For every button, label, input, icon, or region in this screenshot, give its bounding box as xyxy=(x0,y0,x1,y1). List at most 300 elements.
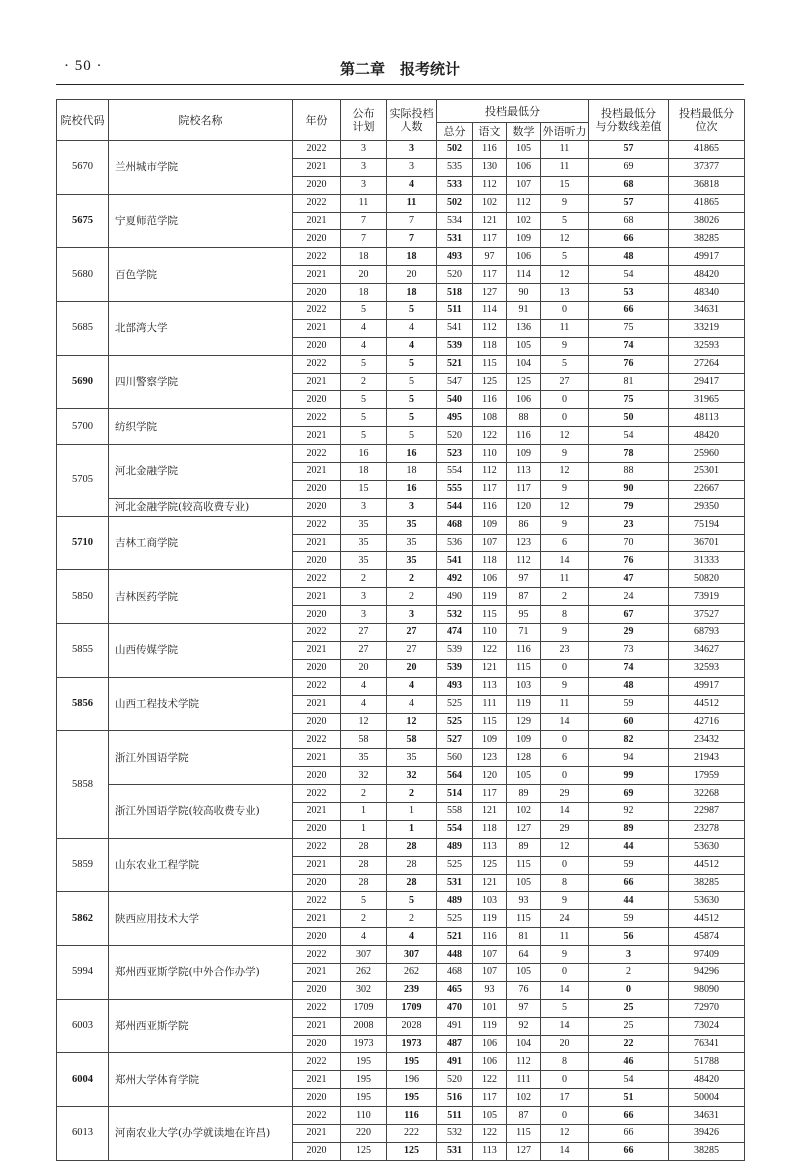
cell-foreign: 13 xyxy=(541,284,589,302)
cell-chinese: 106 xyxy=(473,570,507,588)
cell-math: 93 xyxy=(507,892,541,910)
table-row xyxy=(57,1107,745,1125)
cell-math: 116 xyxy=(507,427,541,445)
school-name: 河北金融学院 xyxy=(109,445,293,499)
cell-foreign: 9 xyxy=(541,677,589,695)
cell-rank: 50004 xyxy=(669,1089,745,1107)
cell-foreign: 12 xyxy=(541,463,589,481)
cell-plan: 58 xyxy=(341,731,387,749)
cell-diff: 78 xyxy=(589,445,669,463)
cell-foreign: 11 xyxy=(541,695,589,713)
cell-year: 2020 xyxy=(293,1142,341,1160)
cell-total: 534 xyxy=(437,212,473,230)
header-diff: 投档最低分 与分数线差值 xyxy=(589,100,669,141)
cell-diff: 44 xyxy=(589,838,669,856)
cell-admitted: 196 xyxy=(387,1071,437,1089)
cell-year: 2020 xyxy=(293,820,341,838)
cell-rank: 53630 xyxy=(669,892,745,910)
cell-chinese: 121 xyxy=(473,212,507,230)
cell-chinese: 121 xyxy=(473,874,507,892)
cell-year: 2022 xyxy=(293,1053,341,1071)
cell-rank: 72970 xyxy=(669,999,745,1017)
cell-rank: 23432 xyxy=(669,731,745,749)
cell-rank: 21943 xyxy=(669,749,745,767)
cell-chinese: 116 xyxy=(473,391,507,409)
cell-foreign: 2 xyxy=(541,588,589,606)
cell-foreign: 12 xyxy=(541,1124,589,1142)
cell-admitted: 35 xyxy=(387,552,437,570)
header-math: 数学 xyxy=(507,123,541,141)
cell-total: 541 xyxy=(437,319,473,337)
cell-rank: 32268 xyxy=(669,785,745,803)
cell-plan: 110 xyxy=(341,1107,387,1125)
school-name: 纺织学院 xyxy=(109,409,293,445)
cell-total: 470 xyxy=(437,999,473,1017)
table-row xyxy=(57,516,745,534)
cell-admitted: 3 xyxy=(387,141,437,159)
cell-foreign: 12 xyxy=(541,266,589,284)
cell-admitted: 4 xyxy=(387,677,437,695)
table-row xyxy=(57,731,745,749)
cell-math: 113 xyxy=(507,463,541,481)
cell-admitted: 35 xyxy=(387,534,437,552)
cell-plan: 1 xyxy=(341,802,387,820)
cell-plan: 5 xyxy=(341,427,387,445)
cell-total: 532 xyxy=(437,606,473,624)
cell-rank: 44512 xyxy=(669,856,745,874)
cell-rank: 34631 xyxy=(669,302,745,320)
school-name: 郑州西亚斯学院(中外合作办学) xyxy=(109,946,293,1000)
cell-foreign: 14 xyxy=(541,552,589,570)
cell-rank: 45874 xyxy=(669,928,745,946)
cell-admitted: 307 xyxy=(387,946,437,964)
cell-plan: 16 xyxy=(341,445,387,463)
cell-math: 129 xyxy=(507,713,541,731)
cell-plan: 20 xyxy=(341,659,387,677)
cell-plan: 5 xyxy=(341,355,387,373)
cell-year: 2020 xyxy=(293,552,341,570)
cell-math: 120 xyxy=(507,498,541,516)
cell-chinese: 107 xyxy=(473,963,507,981)
cell-diff: 23 xyxy=(589,516,669,534)
cell-total: 495 xyxy=(437,409,473,427)
cell-chinese: 114 xyxy=(473,302,507,320)
cell-rank: 48420 xyxy=(669,1071,745,1089)
cell-foreign: 11 xyxy=(541,928,589,946)
cell-total: 516 xyxy=(437,1089,473,1107)
cell-total: 493 xyxy=(437,677,473,695)
cell-diff: 79 xyxy=(589,498,669,516)
cell-total: 523 xyxy=(437,445,473,463)
header-min-score-group: 投档最低分 xyxy=(437,100,589,123)
cell-math: 128 xyxy=(507,749,541,767)
cell-chinese: 118 xyxy=(473,337,507,355)
table-row xyxy=(57,838,745,856)
cell-plan: 3 xyxy=(341,606,387,624)
cell-admitted: 7 xyxy=(387,212,437,230)
cell-diff: 76 xyxy=(589,355,669,373)
table-body xyxy=(57,141,745,1161)
cell-math: 89 xyxy=(507,785,541,803)
cell-plan: 5 xyxy=(341,302,387,320)
cell-foreign: 9 xyxy=(541,480,589,498)
cell-year: 2022 xyxy=(293,409,341,427)
cell-math: 87 xyxy=(507,588,541,606)
cell-math: 106 xyxy=(507,158,541,176)
cell-year: 2020 xyxy=(293,928,341,946)
cell-rank: 39426 xyxy=(669,1124,745,1142)
school-name: 吉林医药学院 xyxy=(109,570,293,624)
cell-admitted: 5 xyxy=(387,427,437,445)
cell-math: 97 xyxy=(507,570,541,588)
cell-foreign: 9 xyxy=(541,624,589,642)
cell-year: 2020 xyxy=(293,230,341,248)
cell-admitted: 16 xyxy=(387,480,437,498)
cell-math: 90 xyxy=(507,284,541,302)
cell-admitted: 35 xyxy=(387,516,437,534)
cell-math: 86 xyxy=(507,516,541,534)
cell-diff: 81 xyxy=(589,373,669,391)
cell-plan: 1 xyxy=(341,820,387,838)
cell-admitted: 195 xyxy=(387,1089,437,1107)
cell-foreign: 9 xyxy=(541,445,589,463)
cell-total: 520 xyxy=(437,1071,473,1089)
cell-plan: 195 xyxy=(341,1089,387,1107)
cell-chinese: 113 xyxy=(473,1142,507,1160)
cell-rank: 37377 xyxy=(669,158,745,176)
cell-math: 109 xyxy=(507,230,541,248)
cell-year: 2021 xyxy=(293,910,341,928)
cell-year: 2022 xyxy=(293,248,341,266)
cell-plan: 2008 xyxy=(341,1017,387,1035)
cell-admitted: 32 xyxy=(387,767,437,785)
cell-math: 95 xyxy=(507,606,541,624)
cell-math: 103 xyxy=(507,677,541,695)
cell-plan: 28 xyxy=(341,838,387,856)
cell-chinese: 112 xyxy=(473,319,507,337)
cell-plan: 20 xyxy=(341,266,387,284)
cell-diff: 46 xyxy=(589,1053,669,1071)
cell-diff: 56 xyxy=(589,928,669,946)
cell-rank: 23278 xyxy=(669,820,745,838)
cell-admitted: 125 xyxy=(387,1142,437,1160)
cell-year: 2022 xyxy=(293,731,341,749)
cell-chinese: 130 xyxy=(473,158,507,176)
school-name: 河南农业大学(办学就读地在许昌) xyxy=(109,1107,293,1161)
cell-math: 112 xyxy=(507,1053,541,1071)
cell-total: 540 xyxy=(437,391,473,409)
cell-plan: 2 xyxy=(341,785,387,803)
cell-foreign: 24 xyxy=(541,910,589,928)
cell-chinese: 121 xyxy=(473,802,507,820)
cell-total: 531 xyxy=(437,1142,473,1160)
cell-year: 2021 xyxy=(293,588,341,606)
cell-plan: 27 xyxy=(341,641,387,659)
cell-math: 97 xyxy=(507,999,541,1017)
cell-plan: 195 xyxy=(341,1071,387,1089)
cell-foreign: 12 xyxy=(541,230,589,248)
cell-year: 2020 xyxy=(293,1035,341,1053)
cell-admitted: 3 xyxy=(387,158,437,176)
cell-foreign: 0 xyxy=(541,1107,589,1125)
cell-plan: 32 xyxy=(341,767,387,785)
cell-admitted: 35 xyxy=(387,749,437,767)
cell-plan: 4 xyxy=(341,677,387,695)
cell-rank: 31333 xyxy=(669,552,745,570)
cell-diff: 2 xyxy=(589,963,669,981)
cell-year: 2022 xyxy=(293,838,341,856)
cell-rank: 44512 xyxy=(669,695,745,713)
cell-diff: 66 xyxy=(589,1107,669,1125)
cell-foreign: 0 xyxy=(541,856,589,874)
cell-chinese: 119 xyxy=(473,1017,507,1035)
cell-math: 64 xyxy=(507,946,541,964)
cell-rank: 41865 xyxy=(669,194,745,212)
cell-total: 489 xyxy=(437,838,473,856)
cell-admitted: 4 xyxy=(387,695,437,713)
cell-admitted: 1 xyxy=(387,820,437,838)
cell-year: 2022 xyxy=(293,445,341,463)
table-row xyxy=(57,248,745,266)
cell-math: 81 xyxy=(507,928,541,946)
school-name: 陕西应用技术大学 xyxy=(109,892,293,946)
cell-rank: 34631 xyxy=(669,1107,745,1125)
cell-chinese: 106 xyxy=(473,1053,507,1071)
cell-chinese: 122 xyxy=(473,641,507,659)
cell-total: 539 xyxy=(437,337,473,355)
cell-total: 532 xyxy=(437,1124,473,1142)
header-code: 院校代码 xyxy=(57,100,109,141)
cell-admitted: 3 xyxy=(387,606,437,624)
cell-rank: 44512 xyxy=(669,910,745,928)
school-code: 6004 xyxy=(57,1053,109,1107)
cell-rank: 49917 xyxy=(669,248,745,266)
cell-plan: 18 xyxy=(341,463,387,481)
cell-chinese: 107 xyxy=(473,946,507,964)
cell-chinese: 111 xyxy=(473,695,507,713)
cell-total: 525 xyxy=(437,713,473,731)
cell-plan: 28 xyxy=(341,874,387,892)
cell-foreign: 0 xyxy=(541,409,589,427)
cell-rank: 22987 xyxy=(669,802,745,820)
cell-math: 127 xyxy=(507,820,541,838)
header-foreign: 外语听力 xyxy=(541,123,589,141)
cell-rank: 34627 xyxy=(669,641,745,659)
cell-diff: 59 xyxy=(589,695,669,713)
cell-diff: 67 xyxy=(589,606,669,624)
cell-diff: 25 xyxy=(589,1017,669,1035)
cell-plan: 5 xyxy=(341,391,387,409)
cell-total: 539 xyxy=(437,641,473,659)
table-row xyxy=(57,570,745,588)
cell-plan: 1973 xyxy=(341,1035,387,1053)
cell-foreign: 5 xyxy=(541,248,589,266)
cell-math: 76 xyxy=(507,981,541,999)
cell-diff: 54 xyxy=(589,427,669,445)
cell-admitted: 2 xyxy=(387,570,437,588)
cell-total: 564 xyxy=(437,767,473,785)
school-name: 宁夏师范学院 xyxy=(109,194,293,248)
cell-foreign: 14 xyxy=(541,981,589,999)
cell-plan: 1709 xyxy=(341,999,387,1017)
cell-plan: 3 xyxy=(341,141,387,159)
cell-foreign: 8 xyxy=(541,1053,589,1071)
cell-plan: 220 xyxy=(341,1124,387,1142)
cell-chinese: 120 xyxy=(473,767,507,785)
school-code: 5675 xyxy=(57,194,109,248)
cell-math: 105 xyxy=(507,767,541,785)
cell-chinese: 119 xyxy=(473,910,507,928)
table-row xyxy=(57,409,745,427)
cell-year: 2022 xyxy=(293,785,341,803)
cell-math: 115 xyxy=(507,856,541,874)
header-plan: 公布 计划 xyxy=(341,100,387,141)
school-name: 百色学院 xyxy=(109,248,293,302)
cell-chinese: 117 xyxy=(473,785,507,803)
cell-plan: 7 xyxy=(341,212,387,230)
cell-math: 106 xyxy=(507,391,541,409)
admission-stats-table xyxy=(56,99,745,1161)
cell-admitted: 16 xyxy=(387,445,437,463)
cell-year: 2020 xyxy=(293,391,341,409)
cell-chinese: 121 xyxy=(473,659,507,677)
cell-diff: 57 xyxy=(589,194,669,212)
cell-math: 105 xyxy=(507,963,541,981)
cell-year: 2021 xyxy=(293,266,341,284)
cell-chinese: 117 xyxy=(473,266,507,284)
cell-chinese: 119 xyxy=(473,588,507,606)
cell-total: 531 xyxy=(437,874,473,892)
cell-diff: 75 xyxy=(589,319,669,337)
cell-admitted: 2 xyxy=(387,588,437,606)
cell-foreign: 9 xyxy=(541,194,589,212)
cell-foreign: 23 xyxy=(541,641,589,659)
cell-year: 2021 xyxy=(293,963,341,981)
cell-rank: 29417 xyxy=(669,373,745,391)
school-name: 四川警察学院 xyxy=(109,355,293,409)
cell-chinese: 109 xyxy=(473,516,507,534)
cell-foreign: 9 xyxy=(541,516,589,534)
cell-rank: 27264 xyxy=(669,355,745,373)
cell-foreign: 5 xyxy=(541,212,589,230)
cell-year: 2021 xyxy=(293,373,341,391)
cell-total: 489 xyxy=(437,892,473,910)
cell-total: 511 xyxy=(437,1107,473,1125)
cell-total: 521 xyxy=(437,355,473,373)
cell-year: 2022 xyxy=(293,302,341,320)
cell-diff: 69 xyxy=(589,158,669,176)
school-name: 河北金融学院(较高收费专业) xyxy=(109,498,293,516)
cell-diff: 50 xyxy=(589,409,669,427)
cell-rank: 38026 xyxy=(669,212,745,230)
cell-total: 555 xyxy=(437,480,473,498)
cell-math: 114 xyxy=(507,266,541,284)
cell-foreign: 14 xyxy=(541,1142,589,1160)
cell-chinese: 113 xyxy=(473,838,507,856)
cell-rank: 94296 xyxy=(669,963,745,981)
school-name: 吉林工商学院 xyxy=(109,516,293,570)
cell-diff: 54 xyxy=(589,266,669,284)
cell-rank: 73919 xyxy=(669,588,745,606)
cell-rank: 25301 xyxy=(669,463,745,481)
cell-year: 2022 xyxy=(293,892,341,910)
cell-diff: 66 xyxy=(589,230,669,248)
cell-diff: 44 xyxy=(589,892,669,910)
cell-chinese: 117 xyxy=(473,1089,507,1107)
cell-chinese: 116 xyxy=(473,928,507,946)
table-row xyxy=(57,141,745,159)
cell-foreign: 0 xyxy=(541,963,589,981)
cell-diff: 99 xyxy=(589,767,669,785)
cell-foreign: 29 xyxy=(541,785,589,803)
cell-foreign: 0 xyxy=(541,391,589,409)
cell-foreign: 11 xyxy=(541,158,589,176)
cell-plan: 4 xyxy=(341,695,387,713)
cell-total: 554 xyxy=(437,820,473,838)
cell-admitted: 5 xyxy=(387,892,437,910)
header-chinese: 语文 xyxy=(473,123,507,141)
header-name: 院校名称 xyxy=(109,100,293,141)
school-code: 5862 xyxy=(57,892,109,946)
cell-year: 2022 xyxy=(293,1107,341,1125)
cell-admitted: 20 xyxy=(387,266,437,284)
cell-rank: 36818 xyxy=(669,176,745,194)
cell-plan: 35 xyxy=(341,749,387,767)
cell-admitted: 1709 xyxy=(387,999,437,1017)
cell-admitted: 11 xyxy=(387,194,437,212)
cell-admitted: 12 xyxy=(387,713,437,731)
cell-rank: 29350 xyxy=(669,498,745,516)
cell-chinese: 109 xyxy=(473,731,507,749)
cell-math: 115 xyxy=(507,659,541,677)
cell-year: 2022 xyxy=(293,999,341,1017)
cell-admitted: 5 xyxy=(387,409,437,427)
cell-year: 2021 xyxy=(293,641,341,659)
cell-foreign: 6 xyxy=(541,749,589,767)
cell-foreign: 8 xyxy=(541,606,589,624)
cell-total: 474 xyxy=(437,624,473,642)
cell-diff: 74 xyxy=(589,659,669,677)
table-row xyxy=(57,355,745,373)
cell-admitted: 7 xyxy=(387,230,437,248)
page-header xyxy=(56,52,744,84)
cell-rank: 41865 xyxy=(669,141,745,159)
school-code: 5855 xyxy=(57,624,109,678)
table-row xyxy=(57,946,745,964)
cell-chinese: 106 xyxy=(473,1035,507,1053)
cell-total: 465 xyxy=(437,981,473,999)
school-name: 兰州城市学院 xyxy=(109,141,293,195)
cell-total: 531 xyxy=(437,230,473,248)
cell-foreign: 27 xyxy=(541,373,589,391)
cell-total: 468 xyxy=(437,963,473,981)
cell-math: 102 xyxy=(507,1089,541,1107)
cell-year: 2021 xyxy=(293,1071,341,1089)
cell-diff: 66 xyxy=(589,1124,669,1142)
cell-year: 2022 xyxy=(293,516,341,534)
cell-math: 136 xyxy=(507,319,541,337)
cell-math: 109 xyxy=(507,445,541,463)
cell-rank: 51788 xyxy=(669,1053,745,1071)
cell-admitted: 4 xyxy=(387,337,437,355)
cell-rank: 22667 xyxy=(669,480,745,498)
cell-rank: 42716 xyxy=(669,713,745,731)
cell-chinese: 113 xyxy=(473,677,507,695)
cell-total: 492 xyxy=(437,570,473,588)
cell-admitted: 5 xyxy=(387,391,437,409)
cell-foreign: 20 xyxy=(541,1035,589,1053)
school-code: 5690 xyxy=(57,355,109,409)
